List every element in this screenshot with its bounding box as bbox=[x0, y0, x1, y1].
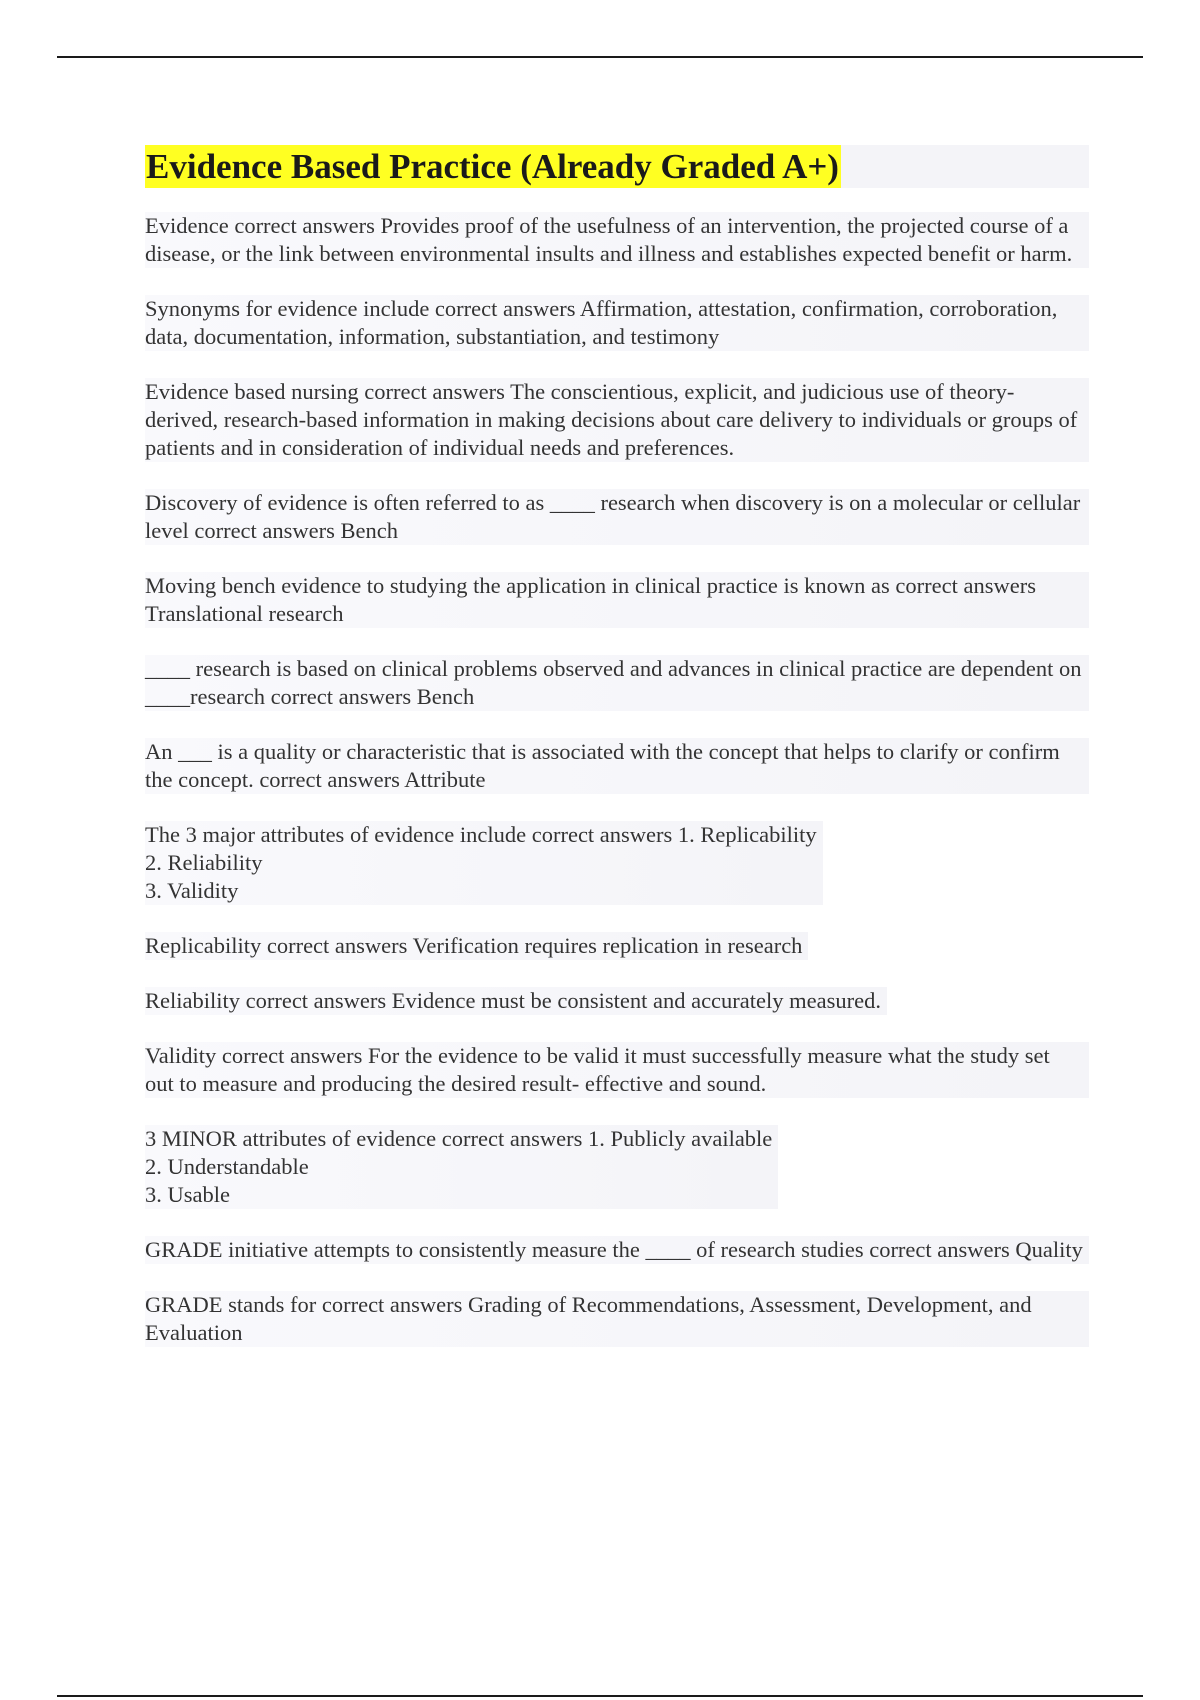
qa-line: 2. Understandable bbox=[145, 1154, 309, 1179]
qa-line: 3 MINOR attributes of evidence correct answers 1. Publicly available bbox=[145, 1126, 773, 1151]
qa-line: 3. Validity bbox=[145, 878, 239, 903]
qa-entry-evidence-based-nursing: Evidence based nursing correct answers The conscientious, explicit, and judicious use of theory-derived, research-based information in making decisions about care delivery to individuals or groups of patients and in consideration of individual needs and preferences. bbox=[145, 378, 1089, 462]
qa-line: The 3 major attributes of evidence include correct answers 1. Replicability bbox=[145, 822, 817, 847]
qa-entry-grade-definition: GRADE stands for correct answers Grading of Recommendations, Assessment, Development, and Evaluation bbox=[145, 1291, 1089, 1347]
qa-entry-discovery: Discovery of evidence is often referred to as ____ research when discovery is on a molecular or cellular level correct answers Bench bbox=[145, 489, 1089, 545]
top-divider bbox=[57, 56, 1143, 58]
qa-line: 3. Usable bbox=[145, 1182, 230, 1207]
qa-entry-translational: Moving bench evidence to studying the application in clinical practice is known as correct answers Translational research bbox=[145, 572, 1089, 628]
qa-entry-replicability: Replicability correct answers Verification requires replication in research bbox=[145, 932, 808, 960]
qa-entry-evidence: Evidence correct answers Provides proof of the usefulness of an intervention, the projected course of a disease, or the link between environmental insults and illness and establishes expected benefit or harm. bbox=[145, 212, 1089, 268]
qa-entry-grade-initiative: GRADE initiative attempts to consistently measure the ____ of research studies correct answers Quality bbox=[145, 1236, 1089, 1264]
qa-entry-synonyms: Synonyms for evidence include correct answers Affirmation, attestation, confirmation, corroboration, data, documentation, information, substantiation, and testimony bbox=[145, 295, 1089, 351]
qa-entry-attribute: An ___ is a quality or characteristic that is associated with the concept that helps to clarify or confirm the concept. correct answers Attribute bbox=[145, 738, 1089, 794]
qa-entry-clinical-problems: ____ research is based on clinical problems observed and advances in clinical practice are dependent on ____research correct answers Bench bbox=[145, 655, 1089, 711]
qa-entry-minor-attributes bbox=[145, 1125, 778, 1209]
qa-entry-reliability: Reliability correct answers Evidence must be consistent and accurately measured. bbox=[145, 987, 887, 1015]
bottom-divider bbox=[57, 1695, 1143, 1697]
qa-entry-validity: Validity correct answers For the evidence to be valid it must successfully measure what the study set out to measure and producing the desired result- effective and sound. bbox=[145, 1042, 1089, 1098]
title-band bbox=[145, 145, 1089, 188]
document-title: Evidence Based Practice (Already Graded A+) bbox=[146, 147, 839, 186]
document-body bbox=[145, 145, 1089, 1374]
qa-entry-major-attributes bbox=[145, 821, 823, 905]
qa-line: 2. Reliability bbox=[145, 850, 263, 875]
